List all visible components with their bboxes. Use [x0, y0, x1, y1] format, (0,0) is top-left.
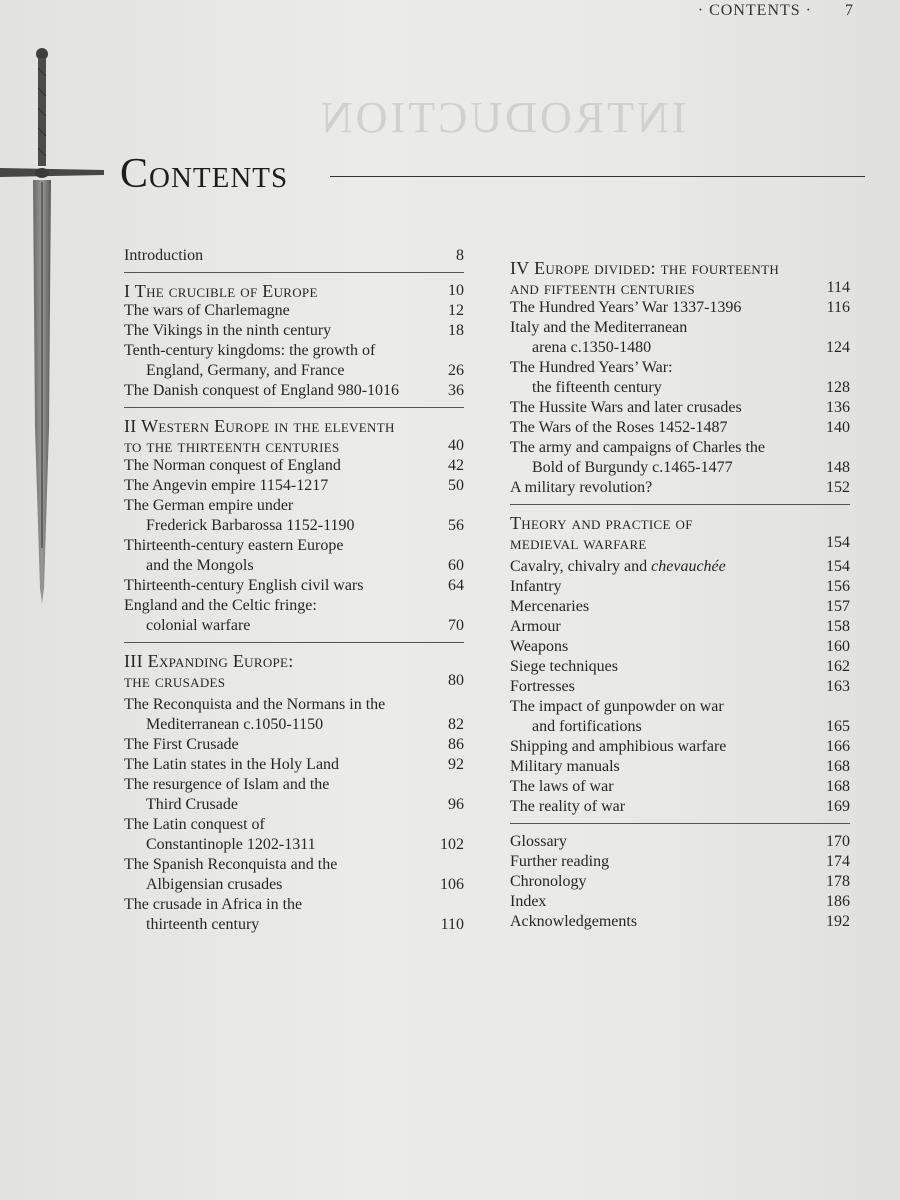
toc-entry-page: 96 [448, 796, 464, 813]
toc-left-column [124, 246, 464, 935]
toc-entry-title [510, 557, 816, 577]
toc-entry-page: 148 [826, 459, 850, 476]
toc-entry-title: The Hundred Years’ War: [510, 359, 673, 376]
toc-entry-page: 168 [826, 778, 850, 795]
section-divider [124, 642, 464, 643]
toc-entry-page: 162 [826, 658, 850, 675]
toc-entry-title: The Latin conquest of [124, 816, 265, 833]
toc-entry[interactable] [510, 398, 850, 418]
toc-entry-title: Frederick Barbarossa 1152-1190 [146, 517, 355, 534]
toc-entry-page: 168 [826, 758, 850, 775]
toc-entry-page: 82 [448, 716, 464, 733]
toc-entry[interactable] [510, 338, 850, 358]
toc-entry-page: 18 [448, 322, 464, 339]
toc-entry-title: Glossary [510, 833, 567, 850]
part-title: IV Europe divided: the fourteenth [510, 258, 780, 278]
toc-part-heading-line[interactable] [510, 513, 850, 533]
title-rule [330, 176, 865, 177]
toc-entry-chronology[interactable] [510, 872, 850, 892]
toc-entry-title: The wars of Charlemagne [124, 302, 290, 319]
toc-entry-title: Military manuals [510, 758, 620, 775]
toc-entry-title: the fifteenth century [532, 379, 662, 396]
toc-entry-title-italic: chevauchée [651, 558, 726, 575]
section-divider [510, 504, 850, 505]
toc-entry-page: 136 [826, 399, 850, 416]
toc-entry[interactable] [124, 496, 464, 516]
toc-entry[interactable] [510, 677, 850, 697]
toc-entry-title: Weapons [510, 638, 569, 655]
toc-entry-page: 8 [456, 247, 464, 264]
toc-entry-title: Thirteenth-century eastern Europe [124, 537, 344, 554]
toc-entry[interactable] [510, 597, 850, 617]
part-title: and fifteenth centuries [510, 278, 695, 298]
toc-entry[interactable] [510, 557, 850, 577]
toc-entry[interactable] [124, 476, 464, 496]
toc-entry[interactable] [124, 556, 464, 576]
toc-entry-page: 36 [448, 382, 464, 399]
toc-entry-page: 156 [826, 578, 850, 595]
toc-entry-page: 163 [826, 678, 850, 695]
toc-entry[interactable] [510, 697, 850, 717]
toc-entry-title: The crusade in Africa in the [124, 896, 303, 913]
toc-entry[interactable] [510, 617, 850, 637]
toc-entry-page: 178 [826, 873, 850, 890]
toc-entry-page: 192 [826, 913, 850, 930]
toc-entry-title: Mercenaries [510, 598, 590, 615]
toc-entry[interactable] [124, 695, 464, 715]
toc-entry-title: The Danish conquest of England 980-1016 [124, 382, 400, 399]
part-title: to the thirteenth centuries [124, 436, 340, 456]
toc-entry-page: 64 [448, 577, 464, 594]
toc-entry-page: 169 [826, 798, 850, 815]
part-title: Theory and practice of [510, 513, 693, 533]
toc-entry-page: 154 [826, 558, 850, 575]
toc-entry-title: England and the Celtic fringe: [124, 597, 317, 614]
toc-entry[interactable] [510, 318, 850, 338]
toc-entry-title: The resurgence of Islam and the [124, 776, 330, 793]
part-title: I The crucible of Europe [124, 281, 318, 301]
toc-part-heading[interactable] [124, 671, 464, 691]
toc-entry[interactable] [124, 576, 464, 596]
toc-entry-title: The reality of war [510, 798, 626, 815]
section-divider [510, 823, 850, 824]
toc-entry[interactable] [124, 835, 464, 855]
part-title: II Western Europe in the eleventh [124, 416, 395, 436]
toc-entry-title: thirteenth century [146, 916, 260, 933]
sword-illustration [0, 48, 110, 608]
page-number: 7 [845, 2, 854, 19]
toc-entry[interactable] [510, 358, 850, 378]
toc-entry-glossary[interactable] [510, 832, 850, 852]
toc-entry-page: 12 [448, 302, 464, 319]
part-page: 80 [448, 672, 464, 689]
toc-entry-title: Index [510, 893, 547, 910]
toc-entry[interactable] [510, 717, 850, 737]
toc-entry[interactable] [124, 855, 464, 875]
toc-entry-index[interactable] [510, 892, 850, 912]
toc-entry-title: The Reconquista and the Normans in the [124, 696, 386, 713]
toc-part-heading[interactable] [510, 278, 850, 298]
toc-entry[interactable] [124, 516, 464, 536]
section-divider [124, 407, 464, 408]
toc-entry[interactable] [510, 378, 850, 398]
toc-entry-title: Infantry [510, 578, 562, 595]
toc-entry-page: 42 [448, 457, 464, 474]
toc-entry[interactable] [124, 596, 464, 616]
toc-entry-page: 116 [826, 299, 850, 316]
toc-entry-introduction[interactable] [124, 246, 464, 266]
toc-entry-title: The Hundred Years’ War 1337-1396 [510, 299, 742, 316]
toc-entry-title: A military revolution? [510, 479, 653, 496]
part-title: the crusades [124, 671, 226, 691]
toc-part-heading[interactable] [510, 533, 850, 553]
toc-entry-page: 110 [440, 916, 464, 933]
toc-part-heading[interactable] [124, 281, 464, 301]
toc-entry[interactable] [124, 895, 464, 915]
toc-entry-title: The German empire under [124, 497, 294, 514]
toc-part-heading[interactable] [124, 436, 464, 456]
toc-entry-title-text: Cavalry, chivalry and [510, 558, 652, 575]
toc-part-heading-line[interactable] [124, 416, 464, 436]
toc-entry[interactable] [510, 418, 850, 438]
toc-entry-title: Mediterranean c.1050-1150 [146, 716, 324, 733]
toc-entry-title: Shipping and amphibious warfare [510, 738, 727, 755]
toc-entry[interactable] [124, 755, 464, 775]
toc-entry-page: 157 [826, 598, 850, 615]
page-title: Contents [120, 151, 289, 197]
toc-entry-page: 86 [448, 736, 464, 753]
part-page: 154 [826, 534, 850, 551]
toc-entry[interactable] [124, 341, 464, 361]
toc-entry-page: 106 [440, 876, 464, 893]
toc-entry-page: 70 [448, 617, 464, 634]
toc-entry[interactable] [124, 795, 464, 815]
show-through-heading: INTRODUCTION [318, 93, 687, 142]
toc-entry-title: Albigensian crusades [146, 876, 283, 893]
toc-entry-title: Armour [510, 618, 561, 635]
toc-entry-title: Siege techniques [510, 658, 618, 675]
toc-entry[interactable] [124, 735, 464, 755]
running-head [698, 2, 854, 20]
toc-entry[interactable] [124, 456, 464, 476]
part-page: 10 [448, 282, 464, 299]
toc-entry-title: The Wars of the Roses 1452-1487 [510, 419, 728, 436]
toc-entry-title: The Latin states in the Holy Land [124, 756, 340, 773]
toc-entry[interactable] [124, 715, 464, 735]
toc-entry[interactable] [124, 775, 464, 795]
toc-right-column [510, 258, 850, 932]
toc-entry-page: 174 [826, 853, 850, 870]
toc-entry[interactable] [510, 757, 850, 777]
toc-entry[interactable] [510, 797, 850, 817]
toc-entry-title: Constantinople 1202-1311 [146, 836, 316, 853]
toc-entry-title: Italy and the Mediterranean [510, 319, 688, 336]
toc-entry-title: England, Germany, and France [146, 362, 345, 379]
toc-entry-page: 124 [826, 339, 850, 356]
toc-entry-title: Acknowledgements [510, 913, 638, 930]
toc-entry-title: Chronology [510, 873, 587, 890]
toc-entry-title: Third Crusade [146, 796, 238, 813]
toc-entry-page: 102 [440, 836, 464, 853]
toc-entry[interactable] [510, 637, 850, 657]
toc-entry[interactable] [510, 438, 850, 458]
toc-entry-title: colonial warfare [146, 617, 251, 634]
toc-entry[interactable] [124, 381, 464, 401]
toc-entry-page: 166 [826, 738, 850, 755]
toc-entry-page: 56 [448, 517, 464, 534]
toc-entry-title: Fortresses [510, 678, 575, 695]
toc-entry-page: 92 [448, 756, 464, 773]
part-page: 40 [448, 437, 464, 454]
toc-entry-page: 165 [826, 718, 850, 735]
toc-entry-title: arena c.1350-1480 [532, 339, 652, 356]
toc-entry[interactable] [124, 616, 464, 636]
toc-entry-title: The Hussite Wars and later crusades [510, 399, 742, 416]
toc-entry[interactable] [124, 915, 464, 935]
toc-entry-title: The Norman conquest of England [124, 457, 341, 474]
toc-entry[interactable] [124, 536, 464, 556]
toc-entry-page: 50 [448, 477, 464, 494]
toc-entry[interactable] [510, 298, 850, 318]
toc-entry[interactable] [510, 657, 850, 677]
toc-entry-acknowledgements[interactable] [510, 912, 850, 932]
running-head-label: · CONTENTS · [697, 2, 812, 19]
toc-entry-page: 170 [826, 833, 850, 850]
toc-entry-page: 158 [826, 618, 850, 635]
toc-entry-title: Introduction [124, 247, 204, 264]
toc-entry-title: Bold of Burgundy c.1465-1477 [532, 459, 733, 476]
toc-entry-title: and fortifications [532, 718, 642, 735]
toc-entry-title: The impact of gunpowder on war [510, 698, 724, 715]
toc-entry[interactable] [124, 361, 464, 381]
toc-entry[interactable] [124, 815, 464, 835]
toc-part-heading-line[interactable] [124, 651, 464, 671]
toc-entry[interactable] [510, 777, 850, 797]
toc-entry-title: and the Mongols [146, 557, 254, 574]
toc-entry[interactable] [510, 577, 850, 597]
part-title: III Expanding Europe: [124, 651, 294, 671]
part-title: medieval warfare [510, 533, 647, 553]
toc-entry-page: 160 [826, 638, 850, 655]
toc-entry[interactable] [510, 478, 850, 498]
toc-entry-page: 26 [448, 362, 464, 379]
toc-entry-page: 140 [826, 419, 850, 436]
toc-entry-page: 186 [826, 893, 850, 910]
toc-entry-title: The Vikings in the ninth century [124, 322, 332, 339]
toc-entry-title: Tenth-century kingdoms: the growth of [124, 342, 376, 359]
toc-entry-title: The army and campaigns of Charles the [510, 439, 766, 456]
toc-entry-title: Thirteenth-century English civil wars [124, 577, 364, 594]
section-divider [124, 272, 464, 273]
toc-entry[interactable] [510, 458, 850, 478]
toc-entry-title: The First Crusade [124, 736, 239, 753]
toc-entry-title: The Angevin empire 1154-1217 [124, 477, 329, 494]
toc-entry-title: The laws of war [510, 778, 614, 795]
toc-entry[interactable] [510, 737, 850, 757]
toc-entry-page: 152 [826, 479, 850, 496]
toc-entry-page: 60 [448, 557, 464, 574]
toc-part-heading-line[interactable] [510, 258, 850, 278]
toc-entry[interactable] [124, 301, 464, 321]
toc-entry[interactable] [124, 875, 464, 895]
part-page: 114 [826, 279, 850, 296]
toc-entry-title: The Spanish Reconquista and the [124, 856, 338, 873]
toc-entry-title: Further reading [510, 853, 610, 870]
toc-entry-page: 128 [826, 379, 850, 396]
toc-entry-further-reading[interactable] [510, 852, 850, 872]
toc-entry[interactable] [124, 321, 464, 341]
